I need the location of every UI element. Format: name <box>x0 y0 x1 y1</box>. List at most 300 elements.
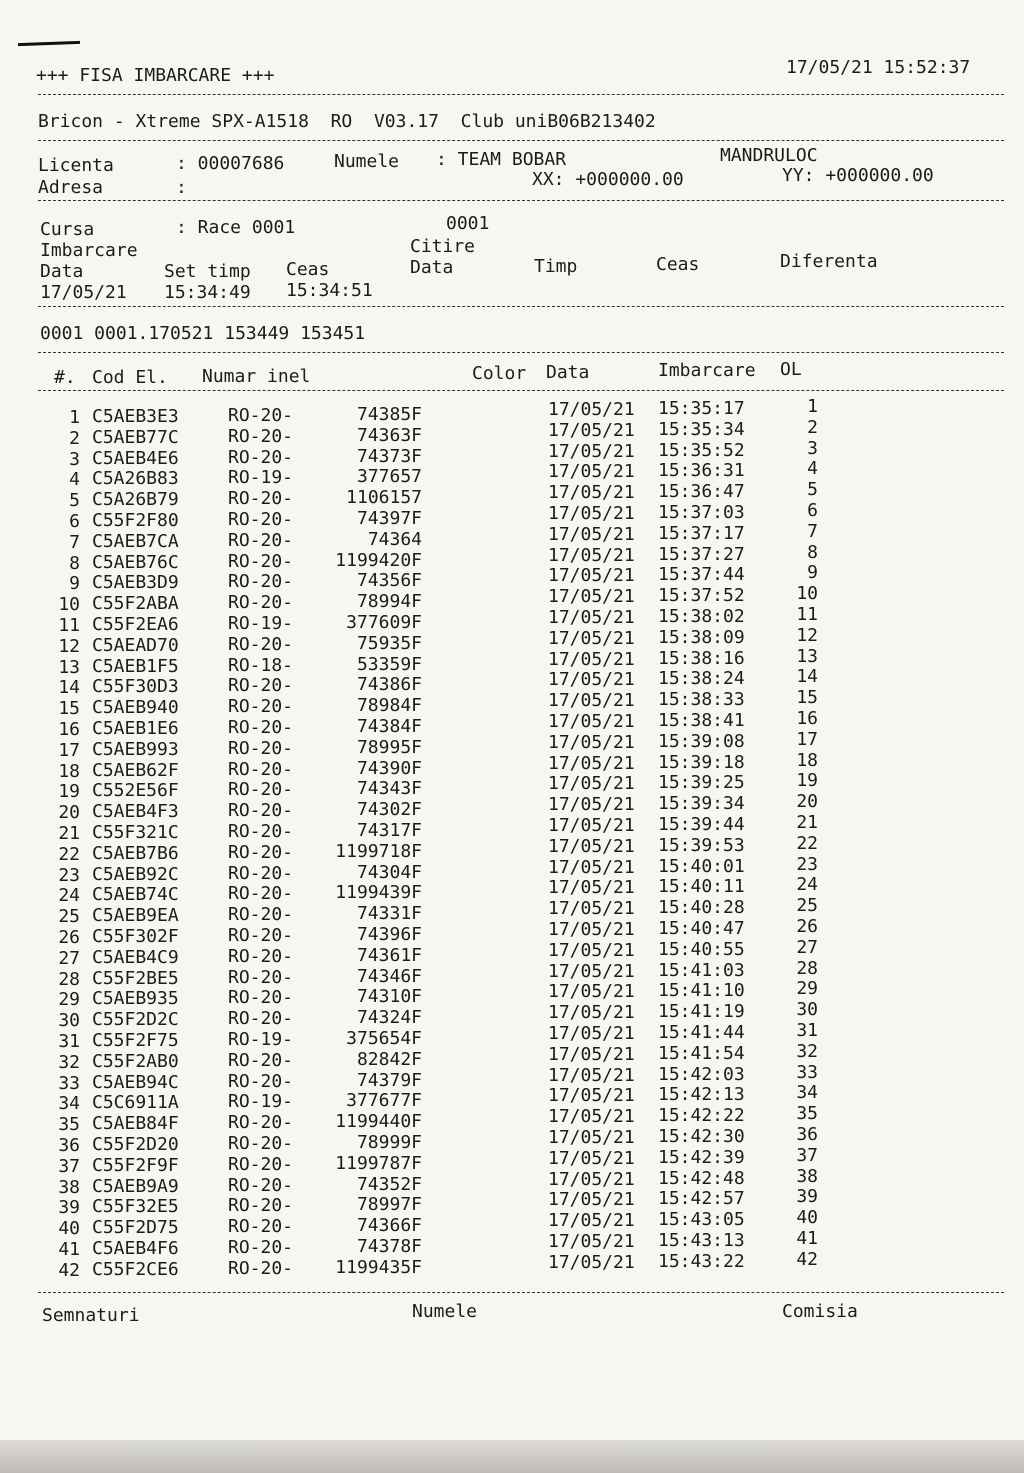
row-ol: 19 <box>796 770 818 792</box>
row-index: 32 <box>58 1051 80 1073</box>
row-code: C5AEB3E3 <box>92 406 179 427</box>
row-index: 37 <box>58 1155 80 1177</box>
numele-extra: MANDRULOC <box>720 145 818 166</box>
row-ol: 11 <box>796 604 818 625</box>
row-ol: 17 <box>796 728 818 750</box>
col-color: Color <box>472 363 527 384</box>
divider <box>38 1292 1004 1293</box>
row-index: 6 <box>69 511 80 532</box>
row-ol: 12 <box>796 624 818 646</box>
row-ring-prefix: RO-20- <box>228 758 294 780</box>
row-date: 17/05/21 <box>548 482 635 504</box>
row-ring-number: 1199440F <box>335 1111 422 1133</box>
row-index: 33 <box>58 1072 80 1094</box>
row-time: 15:41:44 <box>658 1022 745 1043</box>
row-index: 17 <box>58 739 80 761</box>
row-code: C5AEB62F <box>92 759 179 781</box>
row-time: 15:43:05 <box>658 1209 745 1231</box>
row-index: 15 <box>58 698 80 720</box>
row-ol: 4 <box>807 458 818 480</box>
row-ring-prefix: RO-20- <box>228 425 294 447</box>
semnaturi-label: Semnaturi <box>42 1305 140 1326</box>
row-ring-prefix: RO-20- <box>228 904 294 926</box>
row-code: C55F2BE5 <box>92 967 179 989</box>
row-date: 17/05/21 <box>548 1023 635 1044</box>
row-date: 17/05/21 <box>548 586 635 608</box>
row-ol: 22 <box>796 832 818 854</box>
row-code: C5C6911A <box>92 1092 179 1114</box>
row-time: 15:35:17 <box>658 398 745 419</box>
row-index: 12 <box>58 635 80 657</box>
row-date: 17/05/21 <box>548 752 635 774</box>
row-date: 17/05/21 <box>548 1002 635 1024</box>
row-index: 13 <box>58 656 80 678</box>
row-date: 17/05/21 <box>548 565 635 587</box>
row-code: C55F2CE6 <box>92 1258 179 1280</box>
divider <box>38 94 1004 95</box>
row-ring-number: 74396F <box>356 924 422 945</box>
row-index: 10 <box>58 594 80 616</box>
row-code: C5AEB74C <box>92 884 179 906</box>
col-data: Data <box>546 362 590 383</box>
divider <box>38 140 1004 141</box>
row-time: 15:42:22 <box>658 1105 745 1127</box>
race-code: 0001 <box>446 213 490 234</box>
row-index: 14 <box>58 677 80 699</box>
row-ring-prefix: RO-20- <box>228 446 294 468</box>
row-ol: 41 <box>796 1228 818 1249</box>
row-time: 15:42:48 <box>658 1167 745 1189</box>
row-date: 17/05/21 <box>548 544 635 566</box>
row-ring-prefix: RO-20- <box>228 696 294 718</box>
row-ol: 20 <box>796 791 818 813</box>
row-index: 11 <box>58 615 80 636</box>
row-date: 17/05/21 <box>548 607 635 628</box>
row-index: 8 <box>69 552 80 574</box>
row-code: C55F2ABA <box>92 593 179 615</box>
data-label: Data <box>40 261 84 282</box>
citire-ceas-label: Ceas <box>656 254 700 275</box>
row-date: 17/05/21 <box>548 1210 635 1232</box>
divider <box>38 306 1004 307</box>
row-ring-number: 74317F <box>356 820 422 841</box>
row-time: 15:36:31 <box>658 460 745 482</box>
row-ol: 35 <box>796 1103 818 1125</box>
row-index: 42 <box>58 1259 80 1281</box>
row-time: 15:40:11 <box>658 876 745 898</box>
row-ol: 7 <box>807 520 818 542</box>
adresa-label: Adresa <box>38 177 104 198</box>
row-ol: 32 <box>796 1040 818 1062</box>
row-time: 15:43:22 <box>658 1250 745 1272</box>
row-ring-prefix: RO-20- <box>228 945 294 967</box>
row-index: 2 <box>69 427 80 449</box>
numele-label: Numele <box>334 151 400 172</box>
row-time: 15:37:44 <box>658 564 745 586</box>
row-code: C55F2F75 <box>92 1030 179 1051</box>
row-ring-prefix: RO-20- <box>228 529 294 551</box>
row-code: C5AEB4E6 <box>92 447 179 469</box>
row-index: 29 <box>58 989 80 1011</box>
row-ring-number: 74331F <box>356 903 422 925</box>
row-code: C5A26B79 <box>92 489 179 511</box>
row-index: 23 <box>58 864 80 886</box>
row-ring-number: 78984F <box>356 695 422 717</box>
imbarcare-label: Imbarcare <box>40 240 138 261</box>
row-date: 17/05/21 <box>548 919 635 940</box>
row-ol: 29 <box>796 978 818 1000</box>
row-code: C5A26B83 <box>92 468 179 490</box>
row-ring-prefix: RO-18- <box>228 654 294 676</box>
row-index: 25 <box>58 906 80 928</box>
row-time: 15:39:08 <box>658 730 745 752</box>
row-ring-number: 74386F <box>356 674 422 696</box>
row-date: 17/05/21 <box>548 1043 635 1065</box>
row-time: 15:38:02 <box>658 606 745 627</box>
row-ring-prefix: RO-20- <box>228 675 294 697</box>
row-ring-prefix: RO-20- <box>228 1049 294 1071</box>
row-date: 17/05/21 <box>548 690 635 712</box>
row-date: 17/05/21 <box>548 773 635 795</box>
row-ring-number: 78995F <box>356 736 422 758</box>
row-code: C5AEB935 <box>92 988 179 1010</box>
row-ol: 8 <box>807 541 818 563</box>
row-date: 17/05/21 <box>548 981 635 1003</box>
col-cod: Cod El. <box>92 367 168 388</box>
row-code: C5AEB77C <box>92 426 179 448</box>
row-ring-prefix: RO-20- <box>228 633 294 655</box>
row-index: 9 <box>69 573 80 595</box>
row-ring-prefix: RO-20- <box>228 925 294 946</box>
row-ring-prefix: RO-20- <box>228 592 294 614</box>
row-date: 17/05/21 <box>548 461 635 483</box>
row-index: 19 <box>58 781 80 803</box>
row-ring-number: 74304F <box>356 861 422 883</box>
row-ol: 31 <box>796 1020 818 1041</box>
row-ring-number: 74356F <box>356 570 422 592</box>
row-ring-number: 375654F <box>346 1028 422 1049</box>
row-ring-number: 74384F <box>356 716 422 737</box>
row-ring-prefix: RO-20- <box>228 987 294 1009</box>
row-ring-number: 74390F <box>356 757 422 779</box>
row-ol: 27 <box>796 936 818 958</box>
table-row <box>0 396 1024 428</box>
row-ring-number: 74343F <box>356 778 422 800</box>
row-time: 15:42:39 <box>658 1146 745 1168</box>
row-code: C55F2F9F <box>92 1154 179 1176</box>
row-time: 15:38:33 <box>658 689 745 711</box>
row-ring-number: 78994F <box>356 591 422 613</box>
row-time: 15:41:19 <box>658 1001 745 1023</box>
row-ring-number: 74302F <box>356 799 422 821</box>
row-code: C5AEB92C <box>92 863 179 885</box>
divider <box>38 390 1004 391</box>
row-ring-prefix: RO-20- <box>228 737 294 759</box>
row-time: 15:42:03 <box>658 1063 745 1085</box>
divider <box>38 352 1004 353</box>
yy-coordinate: YY: +000000.00 <box>782 165 934 186</box>
row-ring-prefix: RO-20- <box>228 717 294 738</box>
row-date: 17/05/21 <box>548 1064 635 1086</box>
row-date: 17/05/21 <box>548 939 635 961</box>
row-code: C55F2D75 <box>92 1217 179 1239</box>
row-code: C55F2AB0 <box>92 1050 179 1072</box>
row-ring-number: 1199420F <box>335 549 422 571</box>
footer-numele-label: Numele <box>412 1301 478 1322</box>
row-ring-prefix: RO-19- <box>228 1029 294 1050</box>
row-ol: 38 <box>796 1165 818 1187</box>
row-ring-number: 74364 <box>367 528 422 550</box>
row-time: 15:36:47 <box>658 481 745 503</box>
row-code: C5AEB76C <box>92 551 179 573</box>
row-code: C5AEB7B6 <box>92 842 179 864</box>
row-ol: 36 <box>796 1124 818 1145</box>
row-date: 17/05/21 <box>548 1189 635 1211</box>
col-imbarcare: Imbarcare <box>658 360 756 381</box>
row-ring-prefix: RO-20- <box>228 966 294 988</box>
row-time: 15:42:13 <box>658 1084 745 1106</box>
row-ring-number: 1199718F <box>335 840 422 862</box>
row-ring-prefix: RO-20- <box>228 550 294 572</box>
row-date: 17/05/21 <box>548 503 635 524</box>
adresa-value: : <box>176 177 187 198</box>
row-date: 17/05/21 <box>548 731 635 753</box>
row-ring-number: 74363F <box>356 424 422 446</box>
citire-label: Citire <box>410 236 476 257</box>
row-code: C5AEB9A9 <box>92 1175 179 1197</box>
row-ring-number: 78999F <box>356 1132 422 1153</box>
row-ol: 21 <box>796 812 818 833</box>
row-time: 15:39:18 <box>658 751 745 773</box>
row-ol: 37 <box>796 1144 818 1166</box>
row-time: 15:38:24 <box>658 668 745 690</box>
row-index: 22 <box>58 843 80 865</box>
row-time: 15:37:27 <box>658 543 745 565</box>
row-index: 18 <box>58 760 80 782</box>
row-date: 17/05/21 <box>548 419 635 441</box>
row-ring-prefix: RO-20- <box>228 1195 294 1217</box>
diferenta-label: Diferenta <box>780 251 878 272</box>
row-code: C5AEAD70 <box>92 634 179 656</box>
row-ring-number: 74385F <box>356 404 422 425</box>
row-date: 17/05/21 <box>548 960 635 982</box>
row-ol: 34 <box>796 1082 818 1104</box>
licenta-value: : 00007686 <box>176 153 285 174</box>
numele-value: : TEAM BOBAR <box>436 149 567 170</box>
row-code: C5AEB1E6 <box>92 718 179 739</box>
row-code: C5AEB7CA <box>92 530 179 552</box>
row-ring-prefix: RO-19- <box>228 467 294 489</box>
ceas-value: 15:34:51 <box>286 280 373 301</box>
row-ring-prefix: RO-19- <box>228 613 294 634</box>
row-time: 15:40:55 <box>658 938 745 960</box>
col-ol: OL <box>780 359 802 380</box>
fold-mark <box>18 41 80 46</box>
row-ol: 13 <box>796 645 818 667</box>
row-date: 17/05/21 <box>548 648 635 670</box>
row-ring-number: 377657 <box>356 466 422 488</box>
row-time: 15:37:52 <box>658 585 745 607</box>
row-index: 26 <box>58 927 80 948</box>
row-code: C5AEB94C <box>92 1071 179 1093</box>
row-ol: 6 <box>807 500 818 521</box>
row-ring-number: 74352F <box>356 1173 422 1195</box>
row-time: 15:35:34 <box>658 418 745 440</box>
row-ring-prefix: RO-20- <box>228 488 294 510</box>
row-time: 15:39:53 <box>658 834 745 856</box>
row-time: 15:41:54 <box>658 1042 745 1064</box>
row-code: C5AEB4F6 <box>92 1238 179 1259</box>
row-date: 17/05/21 <box>548 711 635 732</box>
row-index: 1 <box>69 407 80 428</box>
row-index: 24 <box>58 885 80 907</box>
row-code: C55F32E5 <box>92 1196 179 1218</box>
row-ring-number: 74397F <box>356 508 422 529</box>
row-ring-number: 1106157 <box>346 487 422 509</box>
row-date: 17/05/21 <box>548 1127 635 1148</box>
row-index: 34 <box>58 1093 80 1115</box>
row-ring-prefix: RO-20- <box>228 821 294 842</box>
row-time: 15:39:34 <box>658 793 745 815</box>
row-ol: 39 <box>796 1186 818 1208</box>
document-title: +++ FISA IMBARCARE +++ <box>36 65 275 86</box>
device-line: Bricon - Xtreme SPX-A1518 RO V03.17 Club uniB06B213402 <box>38 111 656 132</box>
row-date: 17/05/21 <box>548 898 635 920</box>
row-date: 17/05/21 <box>548 669 635 691</box>
row-date: 17/05/21 <box>548 1251 635 1273</box>
row-time: 15:41:10 <box>658 980 745 1002</box>
row-ring-number: 74361F <box>356 944 422 966</box>
row-time: 15:39:25 <box>658 772 745 794</box>
row-date: 17/05/21 <box>548 877 635 899</box>
row-code: C5AEB940 <box>92 697 179 719</box>
row-date: 17/05/21 <box>548 1168 635 1190</box>
cursa-value: : Race 0001 <box>176 217 296 238</box>
row-time: 15:38:16 <box>658 647 745 669</box>
row-code: C55F2D20 <box>92 1134 179 1155</box>
row-ring-prefix: RO-20- <box>228 1008 294 1030</box>
row-ring-number: 53359F <box>356 653 422 675</box>
row-ol: 5 <box>807 479 818 501</box>
row-code: C5AEB993 <box>92 738 179 760</box>
scan-edge <box>0 1440 1024 1473</box>
row-ring-prefix: RO-20- <box>228 405 294 426</box>
row-ol: 9 <box>807 562 818 584</box>
row-index: 21 <box>58 823 80 844</box>
row-code: C55F30D3 <box>92 676 179 698</box>
row-index: 38 <box>58 1176 80 1198</box>
row-ring-prefix: RO-20- <box>228 1257 294 1279</box>
row-ring-number: 377677F <box>346 1090 422 1112</box>
row-ol: 26 <box>796 916 818 937</box>
data-value: 17/05/21 <box>40 282 127 303</box>
row-time: 15:42:30 <box>658 1126 745 1147</box>
row-ring-prefix: RO-20- <box>228 509 294 530</box>
row-date: 17/05/21 <box>548 627 635 649</box>
row-ring-prefix: RO-19- <box>228 1091 294 1113</box>
row-time: 15:38:41 <box>658 710 745 731</box>
row-code: C55F2D2C <box>92 1009 179 1031</box>
row-ring-number: 74366F <box>356 1215 422 1237</box>
row-time: 15:41:03 <box>658 959 745 981</box>
row-ring-prefix: RO-20- <box>228 1070 294 1092</box>
row-time: 15:42:57 <box>658 1188 745 1210</box>
row-ring-number: 377609F <box>346 612 422 633</box>
print-datetime: 17/05/21 15:52:37 <box>786 57 971 78</box>
row-index: 7 <box>69 531 80 553</box>
row-ring-prefix: RO-20- <box>228 800 294 822</box>
row-ring-prefix: RO-20- <box>228 1237 294 1258</box>
row-ol: 40 <box>796 1207 818 1229</box>
row-ring-prefix: RO-20- <box>228 1216 294 1238</box>
divider <box>38 200 1004 201</box>
row-time: 15:37:17 <box>658 522 745 544</box>
row-ol: 23 <box>796 853 818 875</box>
row-ring-number: 1199787F <box>335 1152 422 1174</box>
row-date: 17/05/21 <box>548 440 635 462</box>
row-ol: 2 <box>807 416 818 438</box>
summary-line: 0001 0001.170521 153449 153451 <box>40 323 366 344</box>
row-code: C5AEB3D9 <box>92 572 179 594</box>
set-timp-label: Set timp <box>164 261 251 282</box>
row-ring-number: 1199439F <box>335 882 422 904</box>
row-date: 17/05/21 <box>548 399 635 420</box>
row-code: C55F2EA6 <box>92 614 179 635</box>
col-idx: #. <box>54 367 76 388</box>
row-code: C5AEB84F <box>92 1113 179 1135</box>
row-ring-number: 74346F <box>356 965 422 987</box>
row-index: 28 <box>58 968 80 990</box>
row-index: 31 <box>58 1031 80 1052</box>
row-code: C55F2F80 <box>92 510 179 531</box>
row-date: 17/05/21 <box>548 856 635 878</box>
row-ol: 1 <box>807 396 818 417</box>
row-ring-number: 74373F <box>356 445 422 467</box>
row-ring-number: 75935F <box>356 632 422 654</box>
row-date: 17/05/21 <box>548 1106 635 1128</box>
row-date: 17/05/21 <box>548 1085 635 1107</box>
licenta-label: Licenta <box>38 155 114 176</box>
row-ring-prefix: RO-20- <box>228 883 294 905</box>
row-date: 17/05/21 <box>548 815 635 836</box>
timp-label: Timp <box>534 256 578 277</box>
row-ol: 28 <box>796 957 818 979</box>
row-ring-number: 74378F <box>356 1236 422 1257</box>
row-code: C5AEB9EA <box>92 905 179 927</box>
row-date: 17/05/21 <box>548 835 635 857</box>
row-ring-number: 74310F <box>356 986 422 1008</box>
row-ring-prefix: RO-20- <box>228 841 294 863</box>
row-index: 27 <box>58 947 80 969</box>
row-index: 20 <box>58 802 80 824</box>
row-ol: 30 <box>796 999 818 1021</box>
row-code: C55F321C <box>92 822 179 843</box>
row-ol: 10 <box>796 583 818 605</box>
row-ol: 14 <box>796 666 818 688</box>
row-date: 17/05/21 <box>548 794 635 816</box>
row-ring-prefix: RO-20- <box>228 1133 294 1154</box>
row-ring-prefix: RO-20- <box>228 779 294 801</box>
row-ol: 3 <box>807 437 818 459</box>
row-index: 4 <box>69 469 80 491</box>
comisia-label: Comisia <box>782 1301 858 1322</box>
ceas-label: Ceas <box>286 259 330 280</box>
row-index: 16 <box>58 719 80 740</box>
row-time: 15:43:13 <box>658 1230 745 1251</box>
row-index: 3 <box>69 448 80 470</box>
set-timp-value: 15:34:49 <box>164 282 251 303</box>
row-index: 39 <box>58 1197 80 1219</box>
